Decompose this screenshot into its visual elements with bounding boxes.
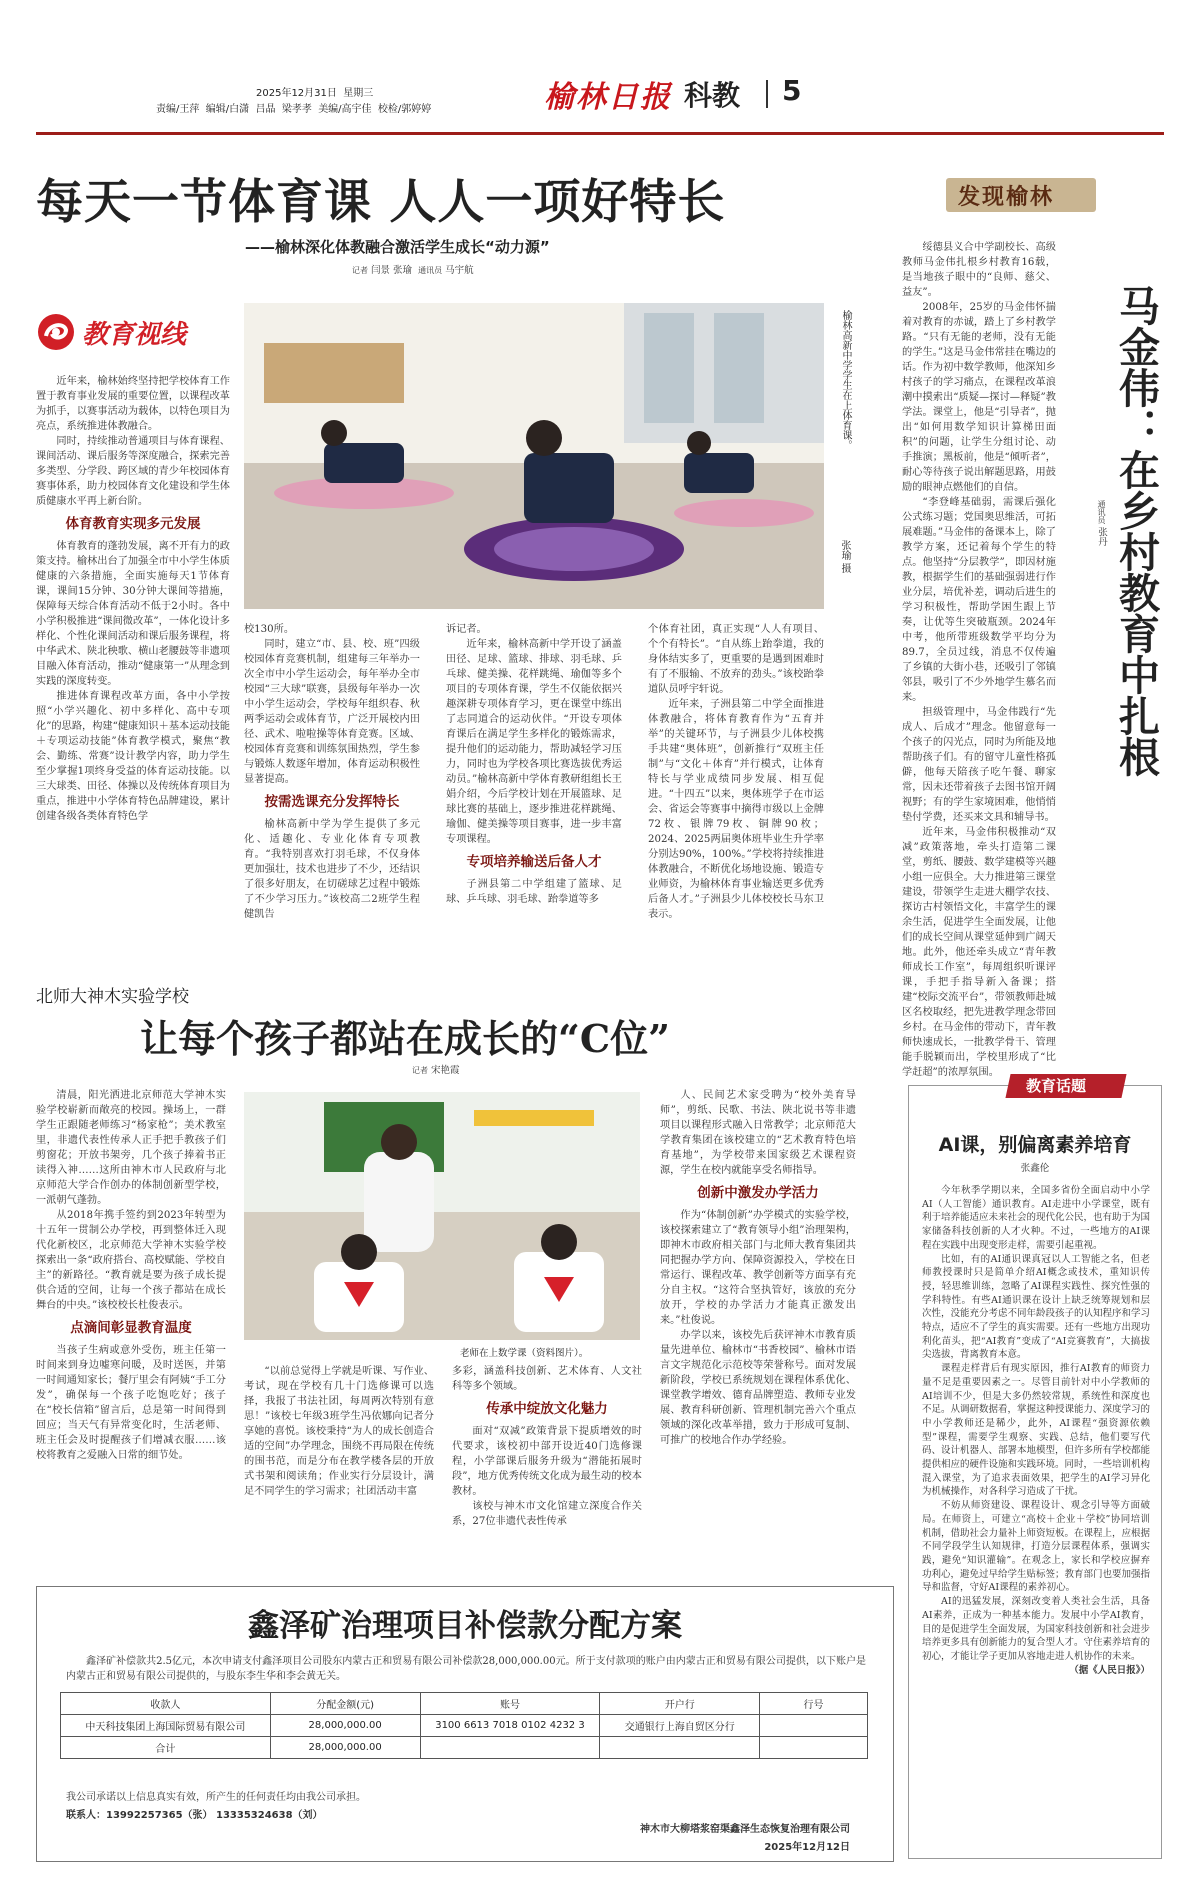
lead-title: 每天一节体育课 人人一项好特长 [36,175,726,230]
notice-intro: 鑫泽矿补偿款共2.5亿元，本次申请支付鑫泽项目公司股东内蒙古正和贸易有限公司补偿款28,000,000.00元。所于支付款项的账户由内蒙古正和贸易有限公司提供，以下账户是内蒙古正和贸易有限公司提供的，与股东李生华和李会黄无关。 [66,1656,866,1682]
paragraph: 绥德县义合中学副校长、高级教师马金伟扎根乡村教育16载，是当地孩子眼中的“良师、慈父、益友”。 [902,242,1056,298]
notice-title: 鑫泽矿治理项目补偿款分配方案 [248,1608,682,1644]
section-name: 科教 [684,79,741,112]
paragraph: 近年来，子洲县第二中学全面推进体教融合，将体育教育作为“五育并举”的关键环节，与子洲县少儿体校携手共建“奥体班”，创新推行“双班主任制”与“文化＋体育”并行模式，让体育特长与学业成绩同步发展、相互促进。“十四五”以来，奥体班学子在市运会、省运会等赛事中摘得市级以上金牌72枚、银牌79枚、铜牌90枚；2024、2025两届奥体班毕业生升学率分别达90%，100%。”学校将持续推进体教融合，不断优化场地设施、锻造专业师资，为榆林体育事业输送更多优秀后备人才。”子洲县少儿体校校长马东卫表示。 [648,699,824,920]
subhead: 按需选课充分发挥特长 [264,794,400,810]
column-header: 分配金额(元) [270,1693,420,1715]
editor-credit: 吕晶 [255,104,276,115]
payment-table [60,1692,868,1759]
table-cell: 合计 [61,1737,271,1759]
story2-column-4 [660,1088,856,1568]
story2-kicker: 北师大神木实验学校 [36,987,189,1007]
editor-credit: 梁孝孝 [281,104,312,115]
paragraph: 子洲县第二中学组建了篮球、足球、乒乓球、羽毛球、跆拳道等多 [446,879,622,905]
table-cell: 中天科技集团上海国际贸易有限公司 [61,1715,271,1737]
story2-photo-caption: 老师在上数学课（资料图片）。 [460,1348,589,1359]
paragraph: 近年来，榆林高新中学开设了涵盖田径、足球、篮球、排球、羽毛球、乒乓球、健美操、花样跳绳、瑜伽等多个项目的专项体育课，学生不仅能依据兴趣深耕专项体育学习，更在课堂中练出了志同道合的运动伙伴。“开设专项体育课后在满足学生多样化的锻炼需求，提升他们的运动能力，帮助减轻学习压力，同时也为学校各项比赛选拔优秀运动员。”榆林高新中学体育教研组组长王娟介绍，今后学校计划在开展篮球、足球比赛的基础上，逐步推进花样跳绳、瑜伽、健美操等项目赛事，进一步丰富专项课程。 [446,639,622,845]
header-divider [766,80,768,108]
paragraph: 2008年，25岁的马金伟怀揣着对教育的赤诚，踏上了乡村教学路。“只有无能的老师，没有无能的学生。”这是马金伟常挂在嘴边的话。作为初中数学教师，他深知乡村孩子的学习痛点，在课程改革浪潮中摸索出“质疑—探讨—释疑”教学法。课堂上，他是“引导者”，抛出“如何用数学知识计算梯田面积”的问题，让学生分组讨论、动手推演；黑板前，他是“倾听者”，耐心等待孩子说出解题思路，用鼓励的眼神点燃他们的自信。 [902,302,1056,493]
page-header [36,72,1164,136]
page-number: 5 [782,74,802,107]
byline-names: 闫景 张瑜 [371,265,413,276]
table-cell: 交通银行上海自贸区分行 [600,1715,760,1737]
story2-column-3 [452,1364,642,1568]
notice-table-wrap [60,1692,868,1759]
caption-text: 榆林高新中学学生在上体育课。 [840,310,851,450]
sidebar1-byline [1094,500,1108,546]
paragraph: 办学以来，该校先后获评神木市教育质量先进单位、榆林市“书香校园”、榆林市语言文字规范化示范校等荣誉称号。面对发展新阶段，学校已系统规划在课程体系优化、课堂教学增效、德育品牌塑造、教师专业发展、教育科研创新、管理机制完善六个重点领域的深化改革举措，致力于形成可复制、可推广的校地合作办学经验。 [660,1330,856,1446]
paragraph: 从2018年携手签约到2023年转型为十五年一贯制公办学校，再到整体迁入现代化新校区，北京师范大学神木实验学校探索出一条“政府搭台、高校赋能、学校自主”的新路径。“教育就是要为孩子成长提供合适的空间，让每一个孩子都站在成长舞台的中央。”该校校长杜俊表示。 [36,1210,226,1311]
column-header: 开户行 [600,1693,760,1715]
swirl-icon [36,312,76,352]
column-banner-edu-topic [1000,1070,1130,1100]
column-logo-text: 教育视线 [82,320,187,350]
column-logo-education [36,310,236,354]
paragraph: 比如，有的AI通识课真冠以人工智能之名，但老师教授课时只是简单介绍AI概念或技术，重知识传授，轻思维训练，忽略了AI课程实践性、探究性强的学科特性。有些AI通识课在设计上缺乏统筹规划和层次性，没能充分考虑不同年龄段孩子的认知程序和学习特点，适应不了学生的真实需要。还有一些地方出现功利化苗头，把“AI教育”变成了“AI竞赛教育”，大搞拔尖选拔，背离教育本意。 [922,1253,1151,1361]
issue-weekday: 星期三 [343,88,374,99]
lead-photo [244,303,824,609]
editor-credit: 责编/王萍 [156,104,200,115]
header-meta [156,88,556,115]
story2-column-2 [244,1364,434,1568]
lead-column-3 [446,622,622,906]
byline-label: 记者 [412,1066,428,1075]
sidebar2-title: AI课，别偏离素养培育 [938,1134,1132,1156]
paragraph: 同时，持续推动普通项目与体育课程、课间活动、课后服务等深度融合，探索完善多类型、分学段、跨区域的青少年校园体育赛事体系，助力校园体育文化建设和学生体质健康水平再上新台阶。 [36,436,230,507]
byline-names: 张丹 [1096,527,1107,547]
notice-date: 2025年12月12日 [764,1842,850,1853]
editor-credit: 校检/郭婷婷 [377,104,432,115]
subhead: 创新中激发办学活力 [697,1185,819,1201]
table-cell [760,1715,868,1737]
editor-credit: 编辑/白潇 [205,104,250,115]
lead-photo-caption [838,310,852,450]
table-cell [600,1737,760,1759]
paragraph: 该校与神木市文化馆建立深度合作关系，27位非遗代表性传承 [452,1501,642,1527]
issue-date: 2025年12月31日 [256,88,337,99]
subhead: 点滴间彰显教育温度 [70,1320,192,1336]
editor-credit: 美编/高宇佳 [318,104,372,115]
lead-column-2 [244,622,420,920]
byline-names: 马宇航 [445,265,474,276]
story2-title: 让每个孩子都站在成长的“C位” [140,1016,670,1061]
sidebar2-text [922,1184,1150,1852]
classroom-illustration [244,1092,640,1340]
paragraph: 同时，建立“市、县、校、班”四级校园体育竞赛机制，组建每三年举办一次全市中小学生运动会，每年举办全市校园“三大球”联赛，县级每年举办一次中小学生运动会，学校每年组织春、秋两季运动会或体育节，广泛开展校内田径、武术、啦啦操等体育竞赛。区域、校园体育竞赛和训练氛围热烈，学生参与锻炼人数逐年增加，体育运动积极性显著提高。 [244,639,420,785]
notice-commitment: 我公司承诺以上信息真实有效，所产生的任何责任均由我公司承担。 [66,1792,366,1803]
header-rule [36,132,1164,135]
paragraph: 课程走样背后有现实原因，推行AI教育的师资力量不足是重要因素之一。尽管目前针对中小学教师的AI培训不少，但是大多仍然较常规，系统性和深度也不足。从调研数据看，掌握这种授课能力、深度学习的中小学教师还是稀少，此外，AI课程“强资源依赖型”课程，需要学生观察、实践、总结，他们要写代码、设计机器人、部署本地模型，但许多所有学校都能提供相应的硬件设施和实践环境。同时，一些培训机构混入课堂，为了追求表面效果，把学生的AI学习异化为机械操作，对各科学习造成了干扰。 [922,1363,1151,1498]
subhead: 专项培养输送后备人才 [466,854,602,870]
story2-byline [412,1062,460,1076]
byline-label: 记者 [352,266,368,275]
column-header: 收款人 [61,1693,271,1715]
lead-photo-credit [838,540,852,573]
notice-contact: 联系人：13992257365（张） 13335324638（刘） [66,1810,323,1821]
notice-organization: 神木市大柳塔浆窑渠鑫泽生态恢复治理有限公司 [640,1824,850,1835]
table-row [61,1737,868,1759]
byline-names: 宋艳霞 [431,1065,460,1076]
paragraph: 面对“双减”政策背景下提质增效的时代要求，该校初中部开设近40门选修课程，小学部课后服务升级为“潜能拓展时段”，地方优秀传统文化成为最生动的校本教材。 [452,1426,642,1497]
lead-subtitle: ——榆林深化体教融合激活学生成长“动力源” [245,238,550,256]
lead-column-4 [648,622,824,920]
column-banner-text: 教育话题 [1026,1077,1087,1095]
gym-class-illustration [244,303,824,609]
paragraph: 作为“体制创新”办学模式的实验学校，该校探索建立了“教育领导小组”治理架构，即神木市政府相关部门与北师大教育集团共同把握办学方向、保障资源投入，学校在日常运行、课程改革、教学创新等方面享有充分自主权。“这符合坚执管好，该放的充分放开，学校的办学活力才能真正激发出来。”杜俊说。 [660,1210,856,1326]
table-cell: 28,000,000.00 [270,1737,420,1759]
byline-label: 通讯员 [1097,500,1106,524]
paragraph: 校130所。 [244,624,295,635]
column-banner-discover-yulin [934,172,1134,218]
table-cell [420,1737,600,1759]
paragraph: 当孩子生病或意外受伤，班主任第一时间来到身边嘘寒问暖，及时送医，并第一时间通知家长；餐厅里会有阿姨“手工分发”，确保每一个孩子吃饱吃好；孩子在“校长信箱”留言后，总是第一时间得到回应；当天气有异常变化时，生活老师、班主任会及时提醒孩子们增减衣服……该校将教育之爱融入日常的细节处。 [36,1345,226,1461]
subhead: 体育教育实现多元发展 [65,516,201,532]
paragraph: 榆林高新中学为学生提供了多元化、适趣化、专业化体育专项教育。“我特别喜欢打羽毛球，不仅身体更加强壮，技术也进步了不少，还结识了很多好朋友，在切磋球艺过程中锻炼了不少学习压力。”该校高二2班学生程健凯告 [244,819,420,920]
column-header: 行号 [760,1693,868,1715]
table-header-row [61,1693,868,1715]
table-cell: 28,000,000.00 [270,1715,420,1737]
paragraph: 近年来，榆林始终坚持把学校体育工作置于教育事业发展的重要位置，以课程改革为抓手，以赛事活动为载体，以特色项目为亮点，系统推进体教融合。 [36,376,230,432]
paragraph: 担级管理中，马金伟践行“先成人、后成才”理念。他留意每一个孩子的闪光点，同时为所能及地帮助孩子们。有的留守儿童性格孤僻，他每天陪孩子吃午餐、聊家常，因未还带着孩子去图书馆开阔视野；有的学生家境困难，他悄悄垫付学费，还买来文具和辅导书。 [902,707,1056,823]
paragraph: 今年秋季学期以来，全国多省份全面启动中小学AI（人工智能）通识教育。AI走进中小学课堂，既有利于培养能适应未来社会的现代化公民，也有助于为国家储备科技创新的人才火种。不过，一些地方的AI课程在实践中出现变形走样，需要引起重视。 [922,1185,1151,1251]
paragraph: 推进体育课程改革方面，各中小学按照“小学兴趣化、初中多样化、高中专项化”的思路，构建“健康知识＋基本运动技能＋专项运动技能”体育教学模式，聚焦“教会、勤练、常赛”设计教学内容，助力学生至少掌握1项终身受益的体育运动技能。以三大球类、田径、体操以及传统体育项目为重点，推进中小学体育特色品牌建设，累计创建各级各类体育特色学 [36,691,230,822]
paragraph: 诉记者。 [446,624,487,635]
masthead-logo: 榆林日报 [544,80,672,115]
paragraph: 不妨从师资建设、课程设计、观念引导等方面破局。在师资上，可建立“高校＋企业＋学校”协同培训机制，借助社会力量补上师资短板。在课程上，应根据不同学段学生认知规律，打造分层课程体系，强调实践，避免“知识灌输”。在观念上，家长和学校应摒弃功利心，避免过早给学生贴标签；教育部门也要加强指导和监督，守好AI课程的素养初心。 [922,1500,1151,1594]
table-row [61,1715,868,1737]
column-banner-text: 发现榆林 [958,185,1055,210]
paragraph: “李登峰基础弱，需课后强化公式练习题；党国奥思维活，可拓展难题。”马金伟的备课本上，除了教学方案，还记着每个学生的特点。他坚持“分层教学”，即因材施教，根据学生们的基础强弱进行作业分层，培优补差，调动后进生的学习积极性，帮助学困生跟上节奏，让优等生突破瓶颈。2024年中考，他所带班级数学平均分为89.7，全员过线，消息不仅传遍了乡镇的大街小巷，还吸引了邻镇邻县，吸引了不少外地学生慕名而来。 [902,497,1056,703]
subhead: 传承中绽放文化魅力 [486,1401,608,1417]
lead-column-1 [36,374,230,906]
table-cell [760,1737,868,1759]
table-cell: 3100 6613 7018 0102 4232 3 [420,1715,600,1737]
credit-text: 张瑜 摄 [839,540,850,574]
lead-byline [352,262,474,276]
sidebar1-title: 马金伟：在乡村教育中扎根 [1112,285,1160,777]
story2-column-1 [36,1088,226,1568]
paragraph: “以前总觉得上学就是听课、写作业、考试，现在学校有几十门选修课可以选择，我报了书法社团，每周两次特别有意思！”该校七年级3班学生冯依娜向记者分享她的喜悦。该校秉持“为人的成长创造合适的空间”办学理念，围绕不再局限在传统的围书范，而是分布在教学楼各层的开放式书架和阅读角；作业实行分层设计，满足不同学生的学习需求；社团活动丰富 [244,1366,434,1497]
paragraph: 个体育社团，真正实现“人人有项目、个个有特长”。“自从练上跆拳道，我的身体结实多了，更重要的是遇到困难时有了不服输、不放弃的劲头。”该校跆拳道队员呼宇轩说。 [648,624,824,695]
paragraph: 人、民间艺术家受聘为“校外美育导师”，剪纸、民歌、书法、陕北说书等非遗项目以课程形式融入日常教学；北京师范大学教育集团在该校建立的“艺术教育特色培育基地”，为学校带来国家级艺术课程资源，学生在校内就能享受名师指导。 [660,1090,856,1176]
sidebar1-text [902,240,1056,1084]
paragraph: 清晨，阳光洒进北京师范大学神木实验学校崭新而敞亮的校园。操场上，一群学生正跟随老师练习“杨家枪”；美术教室里，非遗代表性传承人正手把手教孩子们剪窗花；开放书架旁，几个孩子捧着书正读得入神……这所由神木市人民政府与北京师范大学合作创办的体制创新型学校，一派朝气蓬勃。 [36,1090,226,1206]
byline-label: 通讯员 [418,266,443,275]
story2-photo [244,1092,640,1340]
column-header: 账号 [420,1693,600,1715]
paragraph: AI的迅猛发展，深刻改变着人类社会生活，具备AI素养，正成为一种基本能力。发展中小学AI教育，目的是促进学生全面发展，为国家科技创新和社会进步培养更多具有创新能力的复合型人才。守住素养培育的初心，才能让学子更加从容地走进人机协作的未来。 [922,1596,1151,1662]
sidebar2-author: 张鑫伦 [1020,1163,1050,1174]
paragraph: 体育教育的蓬勃发展，离不开有力的政策支持。榆林出台了加强全市中小学生体质健康的六条措施，全面实施每天1节体育课，课间15分钟、30分钟大课间等措施，保障每天综合体育活动不低于2小时。各中小学积极推进“课间微改革”，一体化设计多样化、个性化课间活动和课后服务课程，将中华武术、陕北秧歌、横山老腰鼓等非遗项目融入体育活动，推动“健康第一”从理念到实践的深度转变。 [36,541,230,687]
source: （据《人民日报》） [1069,1664,1150,1676]
paragraph: 近年来，马金伟积极推动“双减”政策落地，牵头打造第二课堂，剪纸、腰鼓、数学建模等兴趣小组一应俱全。大力推进第三课堂建设，带领学生走进大棚学农技、探访古村领悟文化，丰富学生的课余生活，促进学生全面发展，让他们的成长空间从课堂延伸到广阔天地。此外，他还牵头成立“青年教师成长工作室”，每周组织听课评课，手把手指导新入备课；搭建“校际交流平台”，带领教师赴城区名校取经，把先进教学理念带回乡村。在马金伟的带动下，青年教师快速成长，一批教学骨干、管理能手脱颖而出，学校里形成了“比学赶超”的浓厚氛围。 [902,827,1056,1078]
paragraph: 多彩，涵盖科技创新、艺术体育、人文社科等多个领域。 [452,1366,642,1392]
